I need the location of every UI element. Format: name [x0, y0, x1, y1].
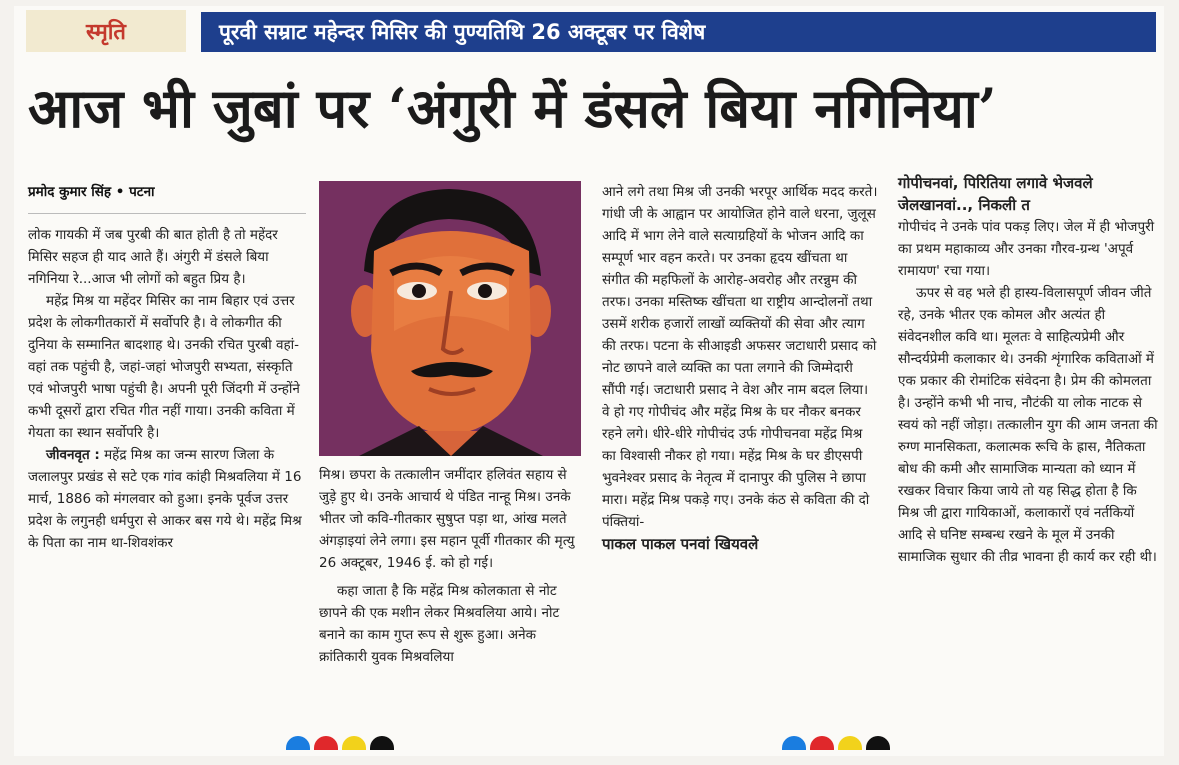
column-2: [319, 464, 581, 668]
col1-paragraph-1: लोक गायकी में जब पुरबी की बात होती है तो महेंदर मिसिर सहज ही याद आते हैं। अंगुरी में डंसले बिया नगिनिया रे...आज भी लोगों को बहुत प्रिय है।: [28, 227, 278, 287]
portrait-illustration: [319, 181, 581, 456]
blue-dot-icon: [782, 736, 806, 750]
registration-dots-right: [782, 736, 890, 750]
col4-paragraph-2: ऊपर से वह भले ही हास्य-विलासपूर्ण जीवन जीते रहे, उनके भीतर एक कोमल और अत्यंत ही संवेदनशील कवि था। मूलतः वे साहित्यप्रेमी और सौन्दर्यप्रेमी कलाकार थे। उनकी शृंगारिक कविताओं में एक प्रकार की रोमांटिक संवेदना है। प्रेम की कोमलता है। उन्होंने कभी भी नाच, नौटंकी या लोक नाटक से स्वयं को नहीं जोड़ा। तत्कालीन युग की आम जनता की रुग्ण मानसिकता, कलात्मक रूचि के ह्रास, नैतिकता बोध की कमी और सामाजिक मान्यता को ध्यान में रखकर विचार किया जाये तो यह सिद्ध होता है कि मिश्र जी द्वारा गायिकाओं, कलाकारों एवं नर्तकियों आदि से घनिष्ट सम्बन्ध रखने के मूल में उनकी सामाजिक सुधार की तीव्र भावना ही कार्य कर रही थी।: [898, 285, 1158, 565]
red-dot-icon: [314, 736, 338, 750]
yellow-dot-icon: [342, 736, 366, 750]
column-3: [602, 181, 878, 555]
col1-paragraph-3-text: महेंद्र मिश्र का जन्म सारण जिला के जलालपुर प्रखंड से सटे एक गांव कांही मिश्रवलिया में 16 मार्च, 1886 को मंगलवार को हुआ। इनके पूर्वज उत्तर प्रदेश के लगुनही धर्मपुरा से आकर बस गये थे। महेंद्र मिश्र के पिता का नाम था-शिवशंकर: [28, 447, 302, 551]
col2-paragraph-2: कहा जाता है कि महेंद्र मिश्र कोलकाता से नोट छापने की एक मशीन लेकर मिश्रवलिया आये। नोट बनाने का काम गुप्त रूप से शुरू हुआ। अनेक क्रांतिकारी युवक मिश्रवलिया: [319, 583, 560, 665]
col3-verse: पाकल पाकल पनवां खियवले: [602, 535, 759, 553]
col2-paragraph-1: मिश्र। छपरा के तत्कालीन जमींदार हलिवंत सहाय से जुड़े हुए थे। उनके आचार्य थे पंडित नान्हू मिश्र। उनके भीतर जो कवि-गीतकार सुषुप्त पड़ा था, आंख मलते अंगड़ाइयां लेने लगा। इस महान पूर्वी गीतकार की मृत्यु 26 अक्टूबर, 1946 ई. को हो गई।: [319, 467, 575, 571]
byline: प्रमोद कुमार सिंह • पटना: [28, 181, 306, 214]
jeevanvrit-label: जीवनवृत :: [46, 447, 100, 463]
section-tag: स्मृति: [26, 10, 186, 52]
black-dot-icon: [370, 736, 394, 750]
column-4: [898, 172, 1160, 568]
headline: आज भी जुबां पर ‘अंगुरी में डंसले बिया नगिनिया’: [28, 76, 997, 140]
newspaper-clipping: [14, 6, 1164, 756]
banner: पूरवी सम्राट महेन्दर मिसिर की पुण्यतिथि 26 अक्टूबर पर विशेष: [201, 12, 1156, 52]
portrait-icon: [319, 181, 581, 456]
red-dot-icon: [810, 736, 834, 750]
col1-paragraph-2: महेंद्र मिश्र या महेंदर मिसिर का नाम बिहार एवं उत्तर प्रदेश के लोकगीतकारों में सर्वोपरि है। वे लोकगीत की दुनिया के सम्मानित बादशाह थे। उनकी रचित पुरबी वहां-वहां तक पहुंची है, जहां-जहां भोजपुरी सभ्यता, संस्कृति एवं भोजपुरी भाषा पहुंची है। अपनी पूरी जिंदगी में उन्होंने कभी दूसरों द्वारा रचित गीत नहीं गाया। उनकी कविता में गेयता का स्थान सर्वोपरि है।: [28, 293, 300, 441]
col4-paragraph-1: गोपीचंद ने उनके पांव पकड़ लिए। जेल में ही भोजपुरी का प्रथम महाकाव्य और उनका गौरव-ग्रन्थ 'अपूर्व रामायण' रचा गया।: [898, 219, 1155, 279]
black-dot-icon: [866, 736, 890, 750]
col1-paragraph-3: [28, 444, 306, 554]
col3-paragraph-1: आने लगे तथा मिश्र जी उनकी भरपूर आर्थिक मदद करते। गांधी जी के आह्वान पर आयोजित होने वाले धरना, जुलूस आदि में भाग लेने वाले सत्याग्रहियों के भोजन आदि का सम्पूर्ण भार वहन करते। पर उनका हृदय खींचता था संगीत की महफिलों के आरोह-अवरोह और तरन्नुम की तरफ। उनका मस्तिष्क खींचता था राष्ट्रीय आन्दोलनों तथा उसमें शरीक हजारों लाखों व्यक्तियों की सेवा और त्याग की तरफ। पटना के सीआइडी अफसर जटाधारी प्रसाद को नोट छापने वाले व्यक्ति का पता लगाने की जिम्मेदारी सौंपी गई। जटाधारी प्रसाद ने वेश और नाम बदल लिया। वे हो गए गोपीचंद और महेंद्र मिश्र के घर नौकर बनकर रहने लगे। धीरे-धीरे गोपीचंद उर्फ गोपीचनवा महेंद्र मिश्र का विश्वासी नौकर हो गया। महेंद्र मिश्र के घर डीएसपी भुवनेश्वर प्रसाद के नेतृत्व में दानापुर की पुलिस ने छापा मारा। महेंद्र मिश्र पकड़े गए। उनके कंठ से कविता की दो पंक्तियां-: [602, 184, 878, 530]
column-1: [28, 181, 306, 554]
section-header: [26, 10, 1156, 52]
blue-dot-icon: [286, 736, 310, 750]
col4-verse: गोपीचनवां, पिरितिया लगावे भेजवले जेलखानवां.., निकली त: [898, 174, 1093, 214]
registration-dots-left: [286, 736, 394, 750]
yellow-dot-icon: [838, 736, 862, 750]
